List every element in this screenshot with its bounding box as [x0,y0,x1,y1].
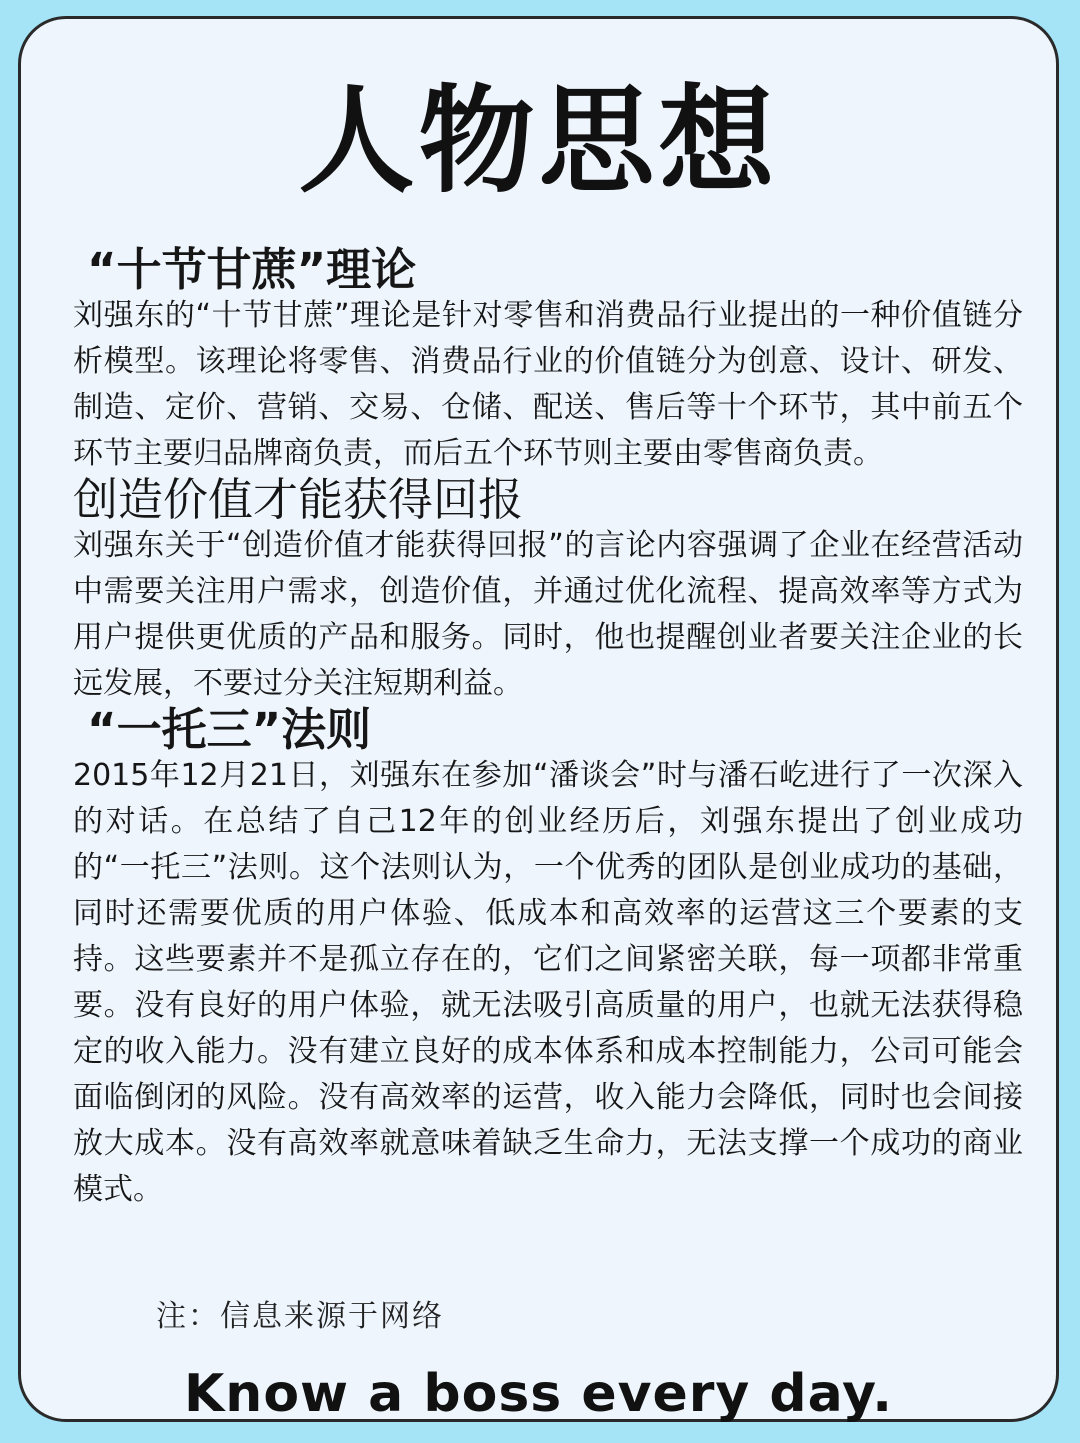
section-heading-sugarcane: “十节甘蔗”理论 [87,243,417,296]
article-body [73,243,1023,1213]
page-title: 人物思想 [298,74,779,209]
section-text-sugarcane: 刘强东的“十节甘蔗”理论是针对零售和消费品行业提出的一种价值链分析模型。该理论将零售、消费品行业的价值链分为创意、设计、研发、制造、定价、营销、交易、仓储、配送、售后等十个环节，其中前五个环节主要归品牌商负责，而后五个环节则主要由零售商负责。 [73,298,1023,471]
section-heading-create-value: 创造价值才能获得回报 [73,473,524,526]
section-text-create-value: 刘强东关于“创造价值才能获得回报”的言论内容强调了企业在经营活动中需要关注用户需求，创造价值，并通过优化流程、提高效率等方式为用户提供更优质的产品和服务。同时，他也提醒创业者要关注企业的长远发展，不要过分关注短期利益。 [73,528,1023,701]
source-note: 注：信息来源于网络 [156,1299,444,1334]
slogan: Know a boss every day. [184,1364,893,1424]
section-heading-one-three-rule: “一托三”法则 [87,703,372,756]
section-text-one-three-rule: 2015年12月21日，刘强东在参加“潘谈会”时与潘石屹进行了一次深入的对话。在总结了自己12年的创业经历后，刘强东提出了创业成功的“一托三”法则。这个法则认为，一个优秀的团队是创业成功的基础，同时还需要优质的用户体验、低成本和高效率的运营这三个要素的支持。这些要素并不是孤立存在的，它们之间紧密关联，每一项都非常重要。没有良好的用户体验，就无法吸引高质量的用户，也就无法获得稳定的收入能力。没有建立良好的成本体系和成本控制能力，公司可能会面临倒闭的风险。没有高效率的运营，收入能力会降低，同时也会间接放大成本。没有高效率就意味着缺乏生命力，无法支撑一个成功的商业模式。 [73,758,1023,1207]
content-card [18,16,1059,1422]
